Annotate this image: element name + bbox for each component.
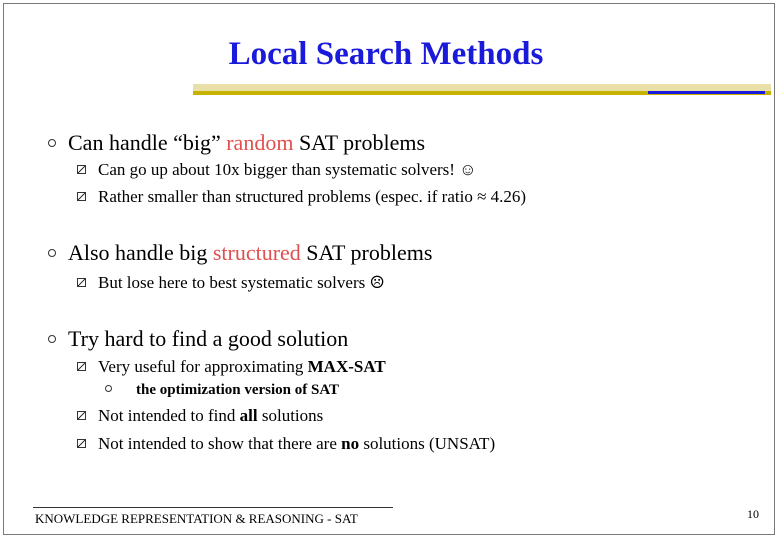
square-bullet-icon bbox=[77, 192, 86, 201]
bullet-3-sub-1-bold: MAX-SAT bbox=[307, 357, 386, 376]
square-bullet-icon bbox=[77, 165, 86, 174]
bullet-1-sub-1 bbox=[77, 160, 477, 180]
bullet-3-sub-1 bbox=[77, 357, 386, 377]
bullet-3-sub-3-bold: no bbox=[341, 434, 360, 453]
bullet-dot-icon bbox=[48, 249, 56, 257]
bullet-1-highlight: random bbox=[226, 130, 294, 155]
bullet-3-sub-2-pre: Not intended to find bbox=[98, 406, 240, 425]
bullet-1-sub-2 bbox=[77, 187, 526, 207]
bullet-1-pre: Can handle “big” bbox=[68, 130, 227, 155]
bullet-3-subsub-1-text: the optimization version of SAT bbox=[136, 382, 340, 398]
page-number: 10 bbox=[747, 507, 759, 521]
square-bullet-icon bbox=[77, 362, 86, 371]
bullet-3-sub-3-post: solutions (UNSAT) bbox=[359, 434, 496, 453]
bullet-1-sub-2-text: Rather smaller than structured problems (espec. if ratio ≈ 4.26) bbox=[98, 187, 527, 206]
bullet-3-sub-3-pre: Not intended to show that there are bbox=[98, 434, 342, 453]
bullet-dot-icon bbox=[48, 335, 56, 343]
bullet-2 bbox=[48, 240, 432, 266]
bullet-2-sub-1 bbox=[77, 273, 385, 293]
bullet-2-post: SAT problems bbox=[300, 240, 433, 265]
bullet-3-sub-3 bbox=[77, 434, 495, 454]
bullet-1-sub-1-text: Can go up about 10x bigger than systematic solvers! ☺ bbox=[98, 160, 477, 179]
bullet-3-text: Try hard to find a good solution bbox=[68, 326, 349, 351]
bullet-1 bbox=[48, 130, 425, 156]
bullet-3-sub-2-bold: all bbox=[239, 406, 258, 425]
title-rule-accent bbox=[648, 91, 765, 94]
footer-text: KNOWLEDGE REPRESENTATION & REASONING - SAT bbox=[35, 511, 358, 526]
bullet-3-sub-2 bbox=[77, 406, 323, 426]
footer-rule bbox=[33, 507, 393, 508]
square-bullet-icon bbox=[77, 278, 86, 287]
bullet-dot-icon bbox=[48, 139, 56, 147]
slide-frame bbox=[3, 3, 775, 535]
bullet-dot-icon bbox=[105, 385, 112, 392]
bullet-2-highlight: structured bbox=[212, 240, 301, 265]
square-bullet-icon bbox=[77, 411, 86, 420]
bullet-2-pre: Also handle big bbox=[68, 240, 213, 265]
bullet-3 bbox=[48, 326, 348, 352]
bullet-2-sub-1-text: But lose here to best systematic solvers ☹ bbox=[98, 273, 385, 292]
bullet-3-sub-2-post: solutions bbox=[257, 406, 324, 425]
bullet-3-sub-1-pre: Very useful for approximating bbox=[98, 357, 308, 376]
bullet-3-subsub-1 bbox=[105, 382, 339, 399]
slide-title: Local Search Methods bbox=[228, 36, 544, 72]
square-bullet-icon bbox=[77, 439, 86, 448]
bullet-1-post: SAT problems bbox=[293, 130, 426, 155]
